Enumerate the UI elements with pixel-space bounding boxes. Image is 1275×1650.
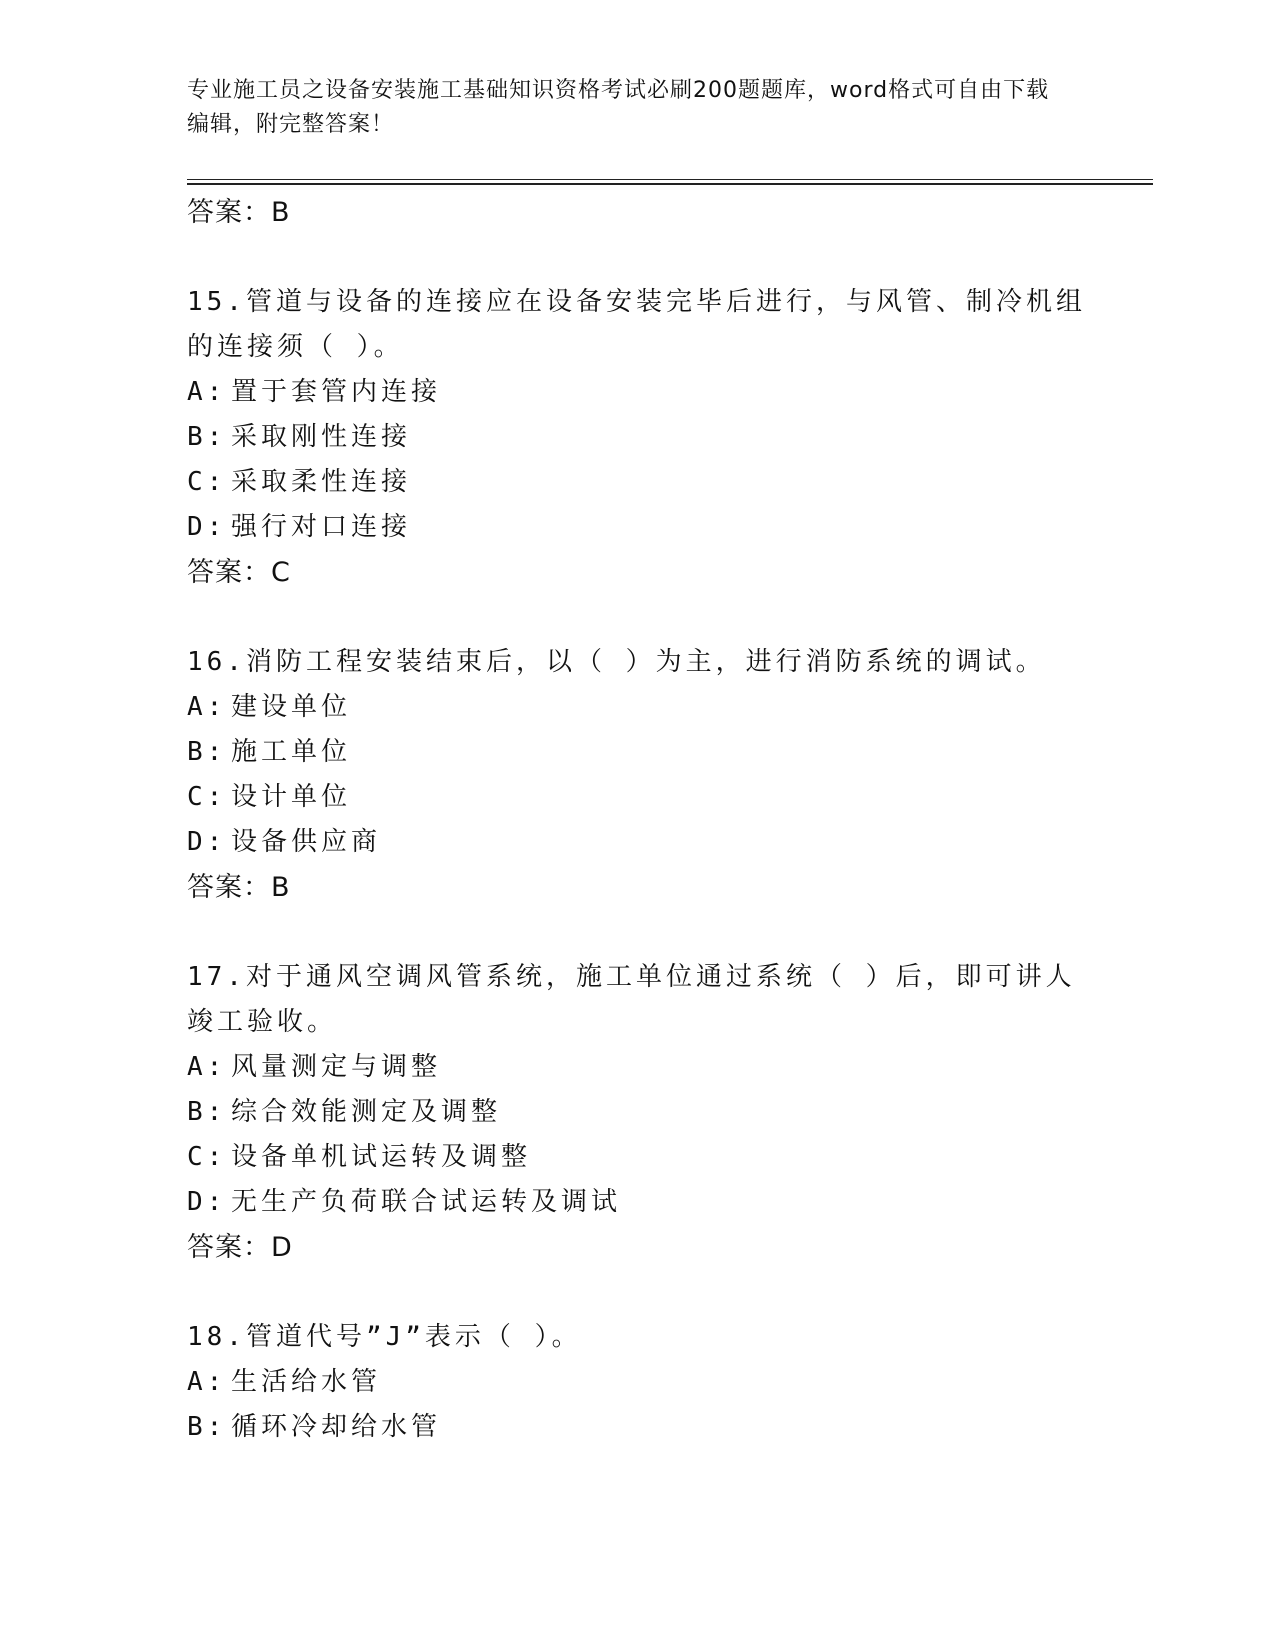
option-text: 设计单位 (231, 782, 352, 812)
answer: 答案：C (187, 557, 291, 588)
option-letter: B: (187, 1097, 227, 1127)
document-header: 专业施工员之设备安装施工基础知识资格考试必刷200题题库，word格式可自由下载编辑，附完整答案！ (187, 78, 1050, 137)
option-text: 无生产负荷联合试运转及调试 (231, 1187, 622, 1217)
question-15 (187, 280, 1087, 595)
answer: 答案：B (187, 872, 291, 903)
question-text: 16.消防工程安装结束后，以（ ）为主，进行消防系统的调试。 (187, 647, 1046, 677)
option-text: 采取刚性连接 (231, 422, 412, 452)
header-divider-thick (187, 183, 1153, 185)
question-text: 18.管道代号”J”表示（ ）。 (187, 1322, 582, 1352)
option-letter: A: (187, 377, 227, 407)
option-d (187, 505, 1087, 550)
question-list (187, 190, 1087, 1450)
option-b (187, 1090, 1087, 1135)
option-b (187, 730, 1087, 775)
option-letter: A: (187, 1052, 227, 1082)
option-c (187, 460, 1087, 505)
option-d (187, 820, 1087, 865)
option-b (187, 415, 1087, 460)
option-c (187, 1135, 1087, 1180)
option-a (187, 370, 1087, 415)
question-16 (187, 640, 1087, 910)
option-letter: D: (187, 1187, 227, 1217)
question-18 (187, 1315, 1087, 1450)
option-a (187, 1360, 1087, 1405)
option-text: 采取柔性连接 (231, 467, 412, 497)
option-letter: D: (187, 512, 227, 542)
previous-answer: 答案：B (187, 197, 291, 228)
option-letter: A: (187, 692, 227, 722)
option-letter: B: (187, 422, 227, 452)
option-text: 综合效能测定及调整 (231, 1097, 502, 1127)
option-text: 循环冷却给水管 (231, 1412, 442, 1442)
option-b (187, 1405, 1087, 1450)
header-divider-thin (187, 179, 1153, 180)
option-text: 设备单机试运转及调整 (231, 1142, 532, 1172)
option-letter: B: (187, 737, 227, 767)
option-c (187, 775, 1087, 820)
option-text: 建设单位 (231, 692, 352, 722)
question-17 (187, 955, 1087, 1270)
option-text: 置于套管内连接 (231, 377, 442, 407)
option-letter: D: (187, 827, 227, 857)
option-a (187, 685, 1087, 730)
option-letter: C: (187, 1142, 227, 1172)
answer: 答案：D (187, 1232, 293, 1263)
option-text: 强行对口连接 (231, 512, 412, 542)
question-text: 17.对于通风空调风管系统，施工单位通过系统（ ）后，即可讲人竣工验收。 (187, 962, 1076, 1037)
option-text: 风量测定与调整 (231, 1052, 442, 1082)
option-letter: A: (187, 1367, 227, 1397)
option-letter: C: (187, 467, 227, 497)
option-a (187, 1045, 1087, 1090)
option-text: 施工单位 (231, 737, 352, 767)
option-letter: B: (187, 1412, 227, 1442)
option-d (187, 1180, 1087, 1225)
question-text: 15.管道与设备的连接应在设备安装完毕后进行，与风管、制冷机组的连接须（ ）。 (187, 287, 1086, 362)
option-text: 生活给水管 (231, 1367, 382, 1397)
option-text: 设备供应商 (231, 827, 382, 857)
option-letter: C: (187, 782, 227, 812)
